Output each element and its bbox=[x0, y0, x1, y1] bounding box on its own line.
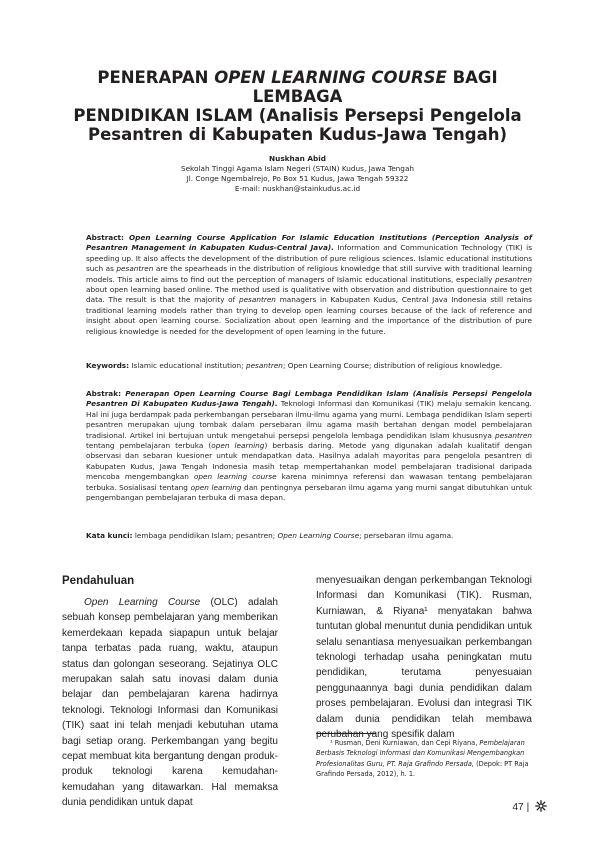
author-affiliation: Sekolah Tinggi Agama Islam Negeri (STAIN) Kudus, Jawa Tengah bbox=[180, 164, 415, 173]
footnote: ¹ Rusman, Deni Kurniawan, dan Cepi Riyana, Pembelajaran Berbasis Teknologi Informasi dan Komunikasi Mengembangkan Profesionalitas Guru, PT. Raja Grafindo Persada, (Depok: PT Raja Grafindo Persada, 2012), h. 1. bbox=[316, 739, 529, 778]
title-line-2: PENDIDIKAN ISLAM (Analisis Persepsi Pengelola bbox=[73, 106, 522, 125]
section-heading: Pendahuluan bbox=[62, 575, 135, 587]
title-line-3: Pesantren di Kabupaten Kudus-Jawa Tengah) bbox=[88, 125, 507, 144]
abstrak-indonesian: Abstrak: Penerapan Open Learning Course Bagi Lembaga Pendidikan Islam (Analisis Persepsi Pengelola Pesantren Di Kabupaten Kudus-Jawa Tengah). Teknologi Informasi dan Komunikasi (TIK) melaju semakin kencang. Hal ini juga berdampak pada perkembangan persebaran ilmu-ilmu agama yang murni. Lembaga pendidikan Islam seperti pesantren merupakan ujung tombak dalam persebaran ilmu agama masih bertahan dengan model pembelajaran tradisional. Artikel ini bertujuan untuk mengetahui persepsi pengelola lembaga pendidikan Islam khususnya pesantren tentang pembelajaran terbuka (open learning) berbasis daring. Metode yang digunakan adalah kualitatif dengan observasi dan sebaran kuesioner untuk mendapatkan data. Hasilnya adalah mayoritas para pengelola pesantren di Kabupaten Kudus, Jawa Tengah Indonesia masih tetap mempertahankan model pembelajaran tradisional daripada mencoba mengembangkan open learning course karena minimnya referensi dan wawasan tentang pembelajaran terbuka. Sosialisasi tentang open learning dan pentingnya persebaran ilmu agama yang murni sangat dibutuhkan untuk pengembangan pembelajaran terbuka di masa depan. bbox=[86, 389, 533, 503]
body-paragraph-continued: menyesuaikan dengan perkembangan Teknologi Informasi dan Komunikasi (TIK). Rusman, Kurniawan, & Riyana¹ menyatakan bahwa tuntutan global menuntut dunia pendidikan untuk selalu senantiasa menyesuaikan perkembangan teknologi terhadap usaha peningkatan mutu pendidikan, terutama penyesuaian penggunaannya bagi dunia pendidikan dalam proses pembelajaran. Evolusi dan integrasi TIK dalam dunia pendidikan telah membawa perubahan yang spesifik dalam bbox=[316, 575, 532, 741]
page-number: 47 | bbox=[512, 800, 547, 813]
author-address: Jl. Conge Ngembalrejo, Po Box 51 Kudus, Jawa Tengah 59322 bbox=[186, 174, 409, 183]
abstract-english: Abstract: Open Learning Course Application For Islamic Education Institutions (Perception Analysis of Pesantren Management in Kabupaten Kudus-Central Java). Information and Communication Technology (TIK) is speeding up. It also affects the development of the distribution of pure religious sciences. Islamic educational institutions such as pesantren are the spearheads in the distribution of religious knowledge that still survive with traditional learning models. This article aims to find out the perception of managers of Islamic educational institutions, especially pesantren about open learning based online. The method used is qualitative with observation and distribution questionnaire to get data. The result is that the majority of pesantren managers in Kabupaten Kudus, Central Java Indonesia still retains traditional learning models rather than trying to develop open learning courses because of the lack of reference and insight about open learning course. Socialization about open learning and the importance of the distribution of pure religious knowledge is needed for the development of open learning in the future. bbox=[86, 233, 532, 336]
kata-kunci: Kata kunci: lembaga pendidikan Islam; pesantren; Open Learning Course; persebaran ilmu agama. bbox=[86, 531, 454, 540]
author-email: E-mail: nuskhan@stainkudus.ac.id bbox=[234, 184, 361, 193]
body-column-left bbox=[62, 573, 278, 811]
paper-title bbox=[60, 68, 535, 144]
ornament-icon bbox=[535, 800, 547, 812]
title-line-1: PENERAPAN OPEN LEARNING COURSE BAGI LEMBAGA bbox=[97, 68, 498, 106]
footnote-rule bbox=[316, 733, 376, 734]
body-paragraph: Open Learning Course (OLC) adalah sebuah konsep pembelajaran yang memberikan kemerdekaan kepada siapapun untuk belajar tanpa terbatas pada ruang, waktu, ataupun status dan golongan seseorang. Sejatinya OLC merupakan salah satu inovasi dalam dunia belajar dan pembelajaran karena hadirnya teknologi. Teknologi Informasi dan Komunikasi (TIK) saat ini telah menjadi kebutuhan utama bagi setiap orang. Perkembangan yang begitu cepat membuat kita bergantung dengan produk-produk teknologi karena kemudahan-kemudahan yang ditawarkan. Hal memaksa dunia pendidikan untuk dapat bbox=[62, 597, 278, 809]
author-name: Nuskhan Abid bbox=[269, 154, 326, 163]
keywords-english: Keywords: Islamic educational institution; pesantren; Open Learning Course; distribution of religious knowledge. bbox=[86, 361, 503, 370]
body-column-right bbox=[316, 573, 532, 742]
